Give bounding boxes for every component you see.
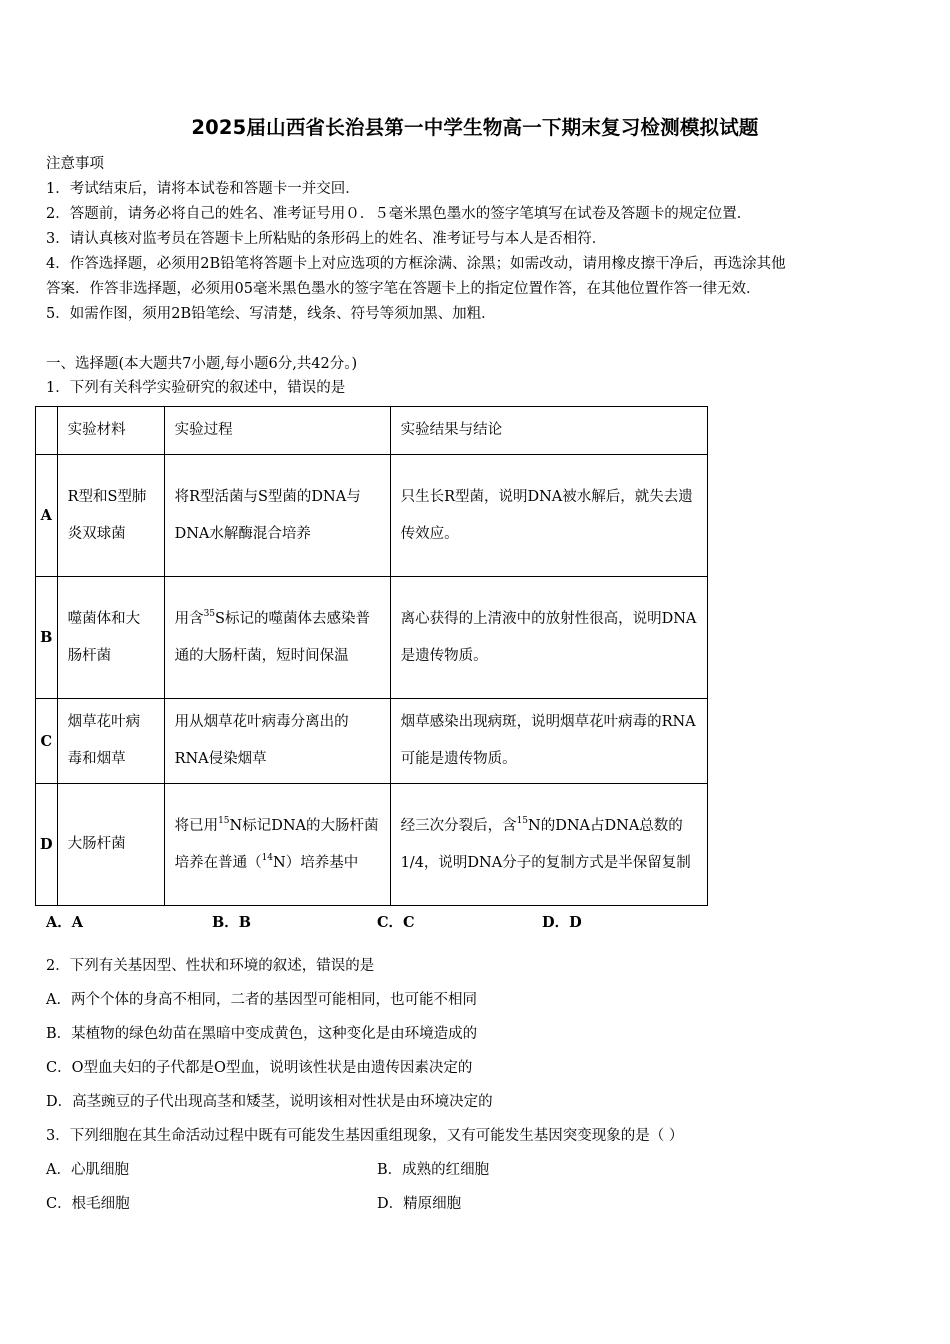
notice-item: 答案．作答非选择题，必须用05毫米黑色墨水的签字笔在答题卡上的指定位置作答，在其他位置作答一律无效． [46,281,761,297]
q3-option-c[interactable]: C．根毛细胞 [46,1196,130,1212]
q2-option-a[interactable]: A．两个个体的身高不相同，二者的基因型可能相同，也可能不相同 [46,992,477,1008]
cell-process: 将已用$^{15}$N标记DNA的大肠杆菌培养在普通（$^{14}$N）培养基中 [164,784,390,906]
row-label: C [36,699,58,784]
table-row [36,699,708,784]
table-row [36,455,708,577]
notice-item: 1．考试结束后，请将本试卷和答题卡一并交回． [46,181,360,197]
row-label: A [36,455,58,577]
row-label: B [36,577,58,699]
q2-option-c[interactable]: C．O型血夫妇的子代都是O型血，说明该性状是由遗传因素决定的 [46,1060,473,1076]
cell-result: 离心获得的上清液中的放射性很高，说明DNA是遗传物质。 [390,577,707,699]
page-title: 2025届山西省长治县第一中学生物高一下期末复习检测模拟试题 [191,116,759,139]
notice-item: 4．作答选择题，必须用2B铅笔将答题卡上对应选项的方框涂满、涂黑；如需改动，请用橡皮擦干净后，再选涂其他 [46,256,786,272]
q3-option-d[interactable]: D．精原细胞 [377,1196,462,1212]
header-process: 实验过程 [164,407,390,455]
q3-option-a[interactable]: A．心肌细胞 [46,1162,129,1178]
q1-option-c[interactable]: C．C [377,914,415,931]
cell-material: 大肠杆菌 [57,784,164,906]
table-header-row [36,407,708,455]
header-material: 实验材料 [57,407,164,455]
notice-item: 3．请认真核对监考员在答题卡上所粘贴的条形码上的姓名、准考证号与本人是否相符． [46,231,607,247]
q2-option-d[interactable]: D．高茎豌豆的子代出现高茎和矮茎，说明该相对性状是由环境决定的 [46,1094,493,1110]
q1-option-b[interactable]: B．B [212,914,252,931]
question-1-stem: 1．下列有关科学实验研究的叙述中，错误的是 [46,380,346,396]
cell-process: 用含$^{35}$S标记的噬菌体去感染普通的大肠杆菌，短时间保温 [164,577,390,699]
table-row [36,577,708,699]
question-2-stem: 2．下列有关基因型、性状和环境的叙述，错误的是 [46,958,375,974]
header-result: 实验结果与结论 [390,407,707,455]
cell-result: 烟草感染出现病斑，说明烟草花叶病毒的RNA可能是遗传物质。 [390,699,707,784]
cell-result: 经三次分裂后，含$^{15}$N的DNA占DNA总数的1/4，说明DNA分子的复制方式是半保留复制 [390,784,707,906]
cell-process: 用从烟草花叶病毒分离出的RNA侵染烟草 [164,699,390,784]
notice-heading: 注意事项 [46,156,104,172]
q2-option-b[interactable]: B．某植物的绿色幼苗在黑暗中变成黄色，这种变化是由环境造成的 [46,1026,478,1042]
question-3-stem: 3．下列细胞在其生命活动过程中既有可能发生基因重组现象，又有可能发生基因突变现象的是（ ） [46,1128,684,1144]
cell-material: R型和S型肺炎双球菌 [57,455,164,577]
cell-material: 噬菌体和大肠杆菌 [57,577,164,699]
row-label: D [36,784,58,906]
notice-item: 2．答题前，请务必将自己的姓名、准考证号用０．５毫米黑色墨水的签字笔填写在试卷及答题卡的规定位置． [46,206,752,222]
q1-option-a[interactable]: A．A [46,914,84,931]
notice-item: 5．如需作图，须用2B铅笔绘、写清楚，线条、符号等须加黑、加粗． [46,306,496,322]
section-heading: 一、选择题(本大题共7小题,每小题6分,共42分。) [46,356,358,372]
cell-result: 只生长R型菌，说明DNA被水解后，就失去遗传效应。 [390,455,707,577]
table-row [36,784,708,906]
cell-material: 烟草花叶病毒和烟草 [57,699,164,784]
q1-option-d[interactable]: D．D [542,914,582,931]
cell-process: 将R型活菌与S型菌的DNA与DNA水解酶混合培养 [164,455,390,577]
q3-option-b[interactable]: B．成熟的红细胞 [377,1162,490,1178]
experiment-table [35,406,708,906]
